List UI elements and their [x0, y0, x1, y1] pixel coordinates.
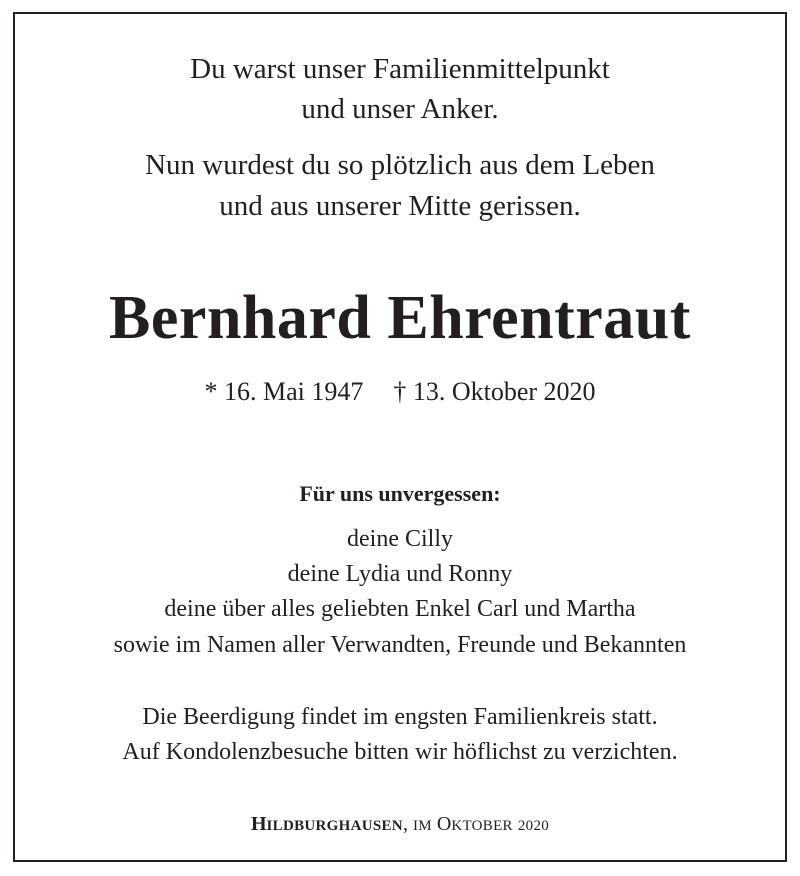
life-dates: [0, 377, 800, 407]
footer-im: IM: [412, 818, 432, 834]
birth-date: * 16. Mai 1947: [204, 377, 364, 406]
funeral-notice-line-2: Auf Kondolenzbesuche bitten wir höflichst zu verzichten.: [122, 739, 678, 765]
mourners-heading: Für uns unvergessen:: [299, 481, 501, 506]
quote-line-4: und aus unserer Mitte gerissen.: [219, 190, 581, 222]
mourner-line: deine über alles geliebten Enkel Carl und Martha: [164, 596, 636, 622]
quote-line-1: Du warst unser Familienmittelpunkt: [190, 53, 610, 85]
month-initial: O: [436, 813, 452, 835]
place-rest: ILDBURGHAUSEN: [266, 818, 403, 834]
footer-comma: ,: [402, 813, 408, 835]
quote-line-3: Nun wurdest du so plötzlich aus dem Leben: [145, 149, 655, 181]
mourner-line: sowie im Namen aller Verwandten, Freunde und Bekannten: [113, 632, 687, 658]
funeral-notice-line-1: Die Beerdigung findet im engsten Familienkreis statt.: [142, 704, 658, 730]
footer-year: 2020: [517, 818, 550, 834]
death-date: † 13. Oktober 2020: [393, 377, 596, 406]
place-date-footer: [0, 811, 800, 839]
mourner-line: deine Lydia und Ronny: [287, 561, 513, 587]
deceased-name: Bernhard Ehrentraut: [109, 284, 691, 352]
notice-border: [13, 12, 787, 862]
month-rest: KTOBER: [451, 818, 513, 834]
quote-line-2: und unser Anker.: [301, 93, 499, 125]
mourner-line: deine Cilly: [347, 526, 453, 552]
place-initial: H: [250, 813, 267, 835]
